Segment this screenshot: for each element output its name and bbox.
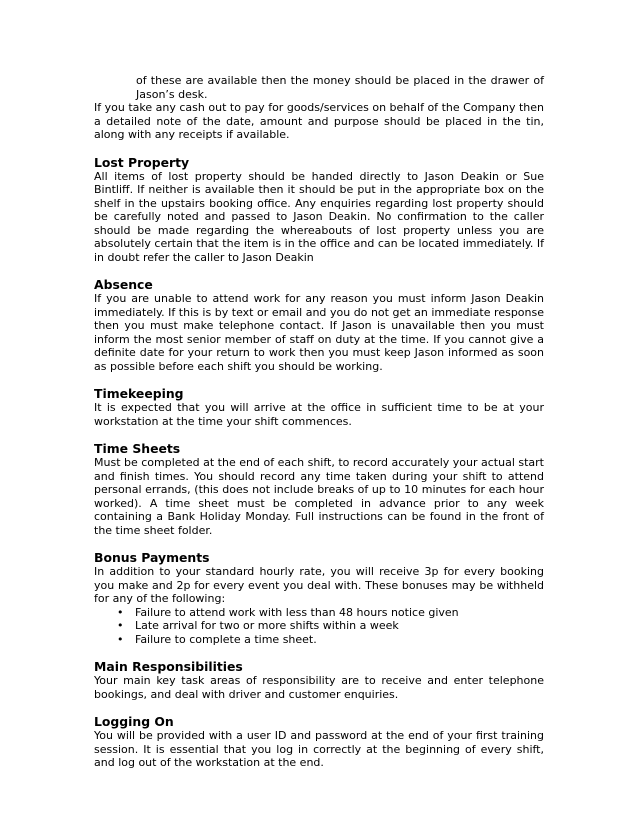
list-item: • Failure to attend work with less than 48 hours notice given: [135, 606, 544, 620]
body-logging-on: You will be provided with a user ID and password at the end of your first training session. It is essential that you log in correctly at the beginning of every shift, and log out of the workstation at the end.: [94, 729, 544, 769]
heading-absence: Absence: [94, 277, 153, 292]
heading-lost-property: Lost Property: [94, 154, 190, 170]
list-item: • Failure to complete a time sheet.: [135, 633, 544, 647]
bonus-conditions-list: [94, 606, 544, 647]
heading-timekeeping: Timekeeping: [94, 386, 184, 401]
document-page: [94, 74, 544, 770]
heading-logging-on: Logging On: [94, 714, 174, 729]
body-lost-property: All items of lost property should be handed directly to Jason Deakin or Sue Bintliff. If neither is available then it should be put in the appropriate box on the shelf in the upstairs booking office. Any enquiries regarding lost property should be carefully noted and passed to Jason Deakin. No confirmation to the caller should be made regarding the whereabouts of lost property unless you are absolutely certain that the item is in the office and can be located immediately. If in doubt refer the caller to Jason Deakin: [94, 169, 544, 264]
list-item: • Late arrival for two or more shifts within a week: [135, 619, 544, 633]
body-time-sheets: Must be completed at the end of each shift, to record accurately your actual start and finish times. You should record any time taken during your shift to attend personal errands, (this does not include breaks of up to 10 minutes for each hour worked). A time sheet must be completed in advance prior to any week containing a Bank Holiday Monday. Full instructions can be found in the front of the time sheet folder.: [94, 456, 544, 537]
heading-main-responsibilities: Main Responsibilities: [94, 659, 243, 674]
body-timekeeping: It is expected that you will arrive at the office in sufficient time to be at your workstation at the time your shift commences.: [94, 401, 544, 428]
body-main-responsibilities: Your main key task areas of responsibility are to receive and enter telephone bookings, and deal with driver and customer enquiries.: [94, 674, 544, 701]
intro-indented-text: of these are available then the money should be placed in the drawer of Jason’s desk.: [136, 74, 544, 101]
heading-time-sheets: Time Sheets: [94, 441, 181, 456]
body-absence: If you are unable to attend work for any reason you must inform Jason Deakin immediately. If this is by text or email and you do not get an immediate response then you must make telephone contact. If Jason is unavailable then you must inform the most senior member of staff on duty at the time. If you cannot give a definite date for your return to work then you must keep Jason informed as soon as possible before each shift you should be working.: [94, 292, 544, 373]
heading-bonus-payments: Bonus Payments: [94, 550, 210, 565]
body-bonus-payments: In addition to your standard hourly rate, you will receive 3p for every booking you make and 2p for every event you deal with. These bonuses may be withheld for any of the following:: [94, 565, 544, 605]
intro-paragraph: If you take any cash out to pay for goods/services on behalf of the Company then a detailed note of the date, amount and purpose should be placed in the tin, along with any receipts if available.: [94, 101, 544, 141]
